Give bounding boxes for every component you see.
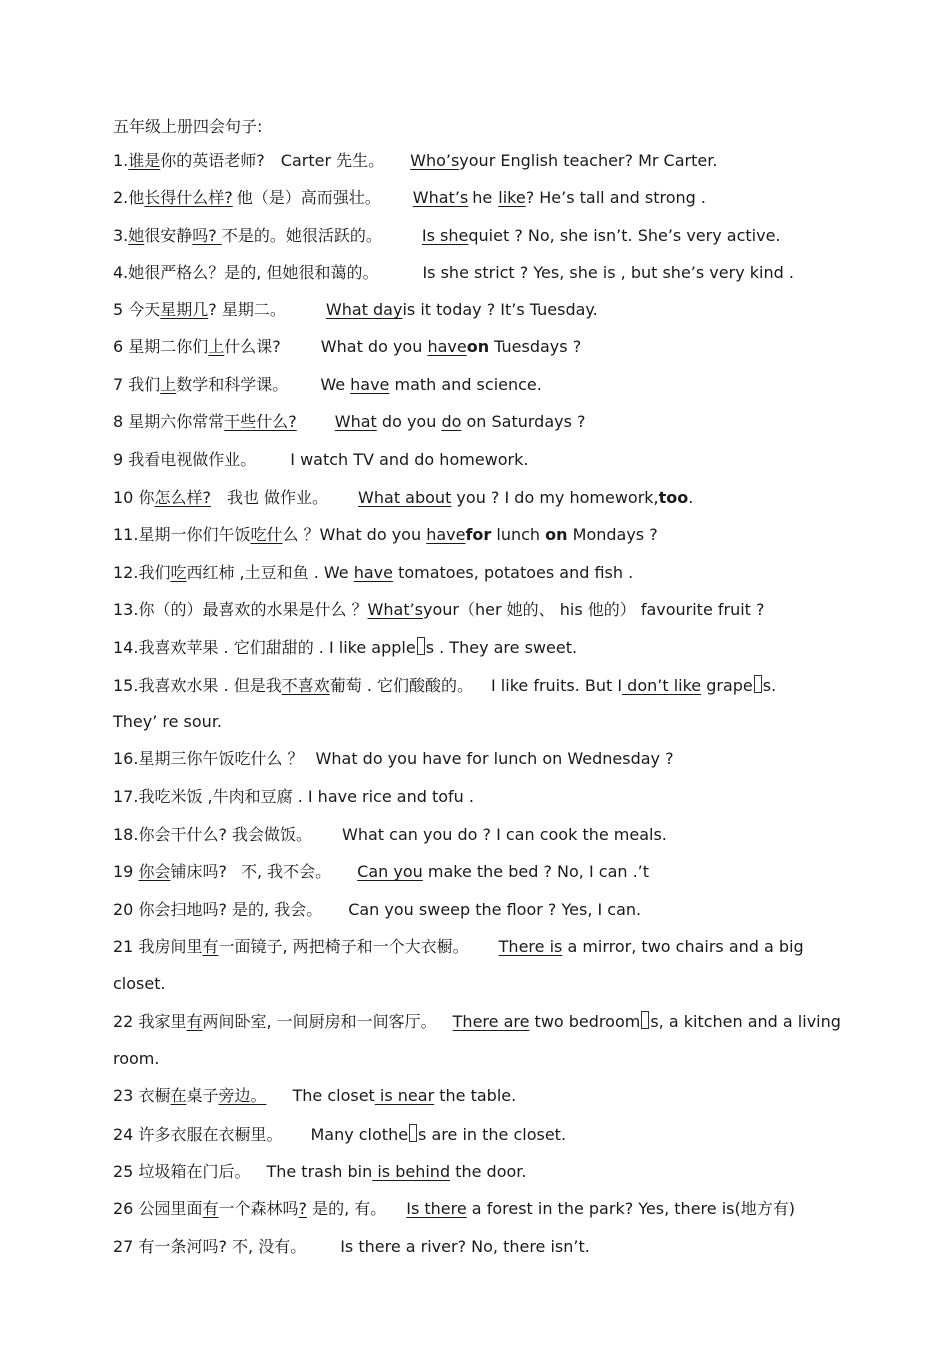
- sentence-13: 13.你（的）最喜欢的水果是什么 ？What’syour（her 她的、 his 他的） favourite fruit ?: [113, 600, 765, 619]
- sentence-21: 21 我房间里有一面镜子, 两把椅子和一个大衣橱。 There is a mirror, two chairs and a big: [113, 937, 804, 956]
- sentence-23: 23 衣橱在桌子旁边。 The closet is near the table.: [113, 1086, 517, 1105]
- sentence-12: 12.我们吃西红柿 ,土豆和鱼 . We have tomatoes, potatoes and fish .: [113, 563, 634, 582]
- sentence-22: 22 我家里有两间卧室, 一间厨房和一间客厅。 There are two bedroom s, a kitchen and a living: [113, 1012, 841, 1031]
- sentence-9: 9 我看电视做作业。 I watch TV and do homework.: [113, 450, 529, 469]
- sentence-11: 11.星期一你们午饭吃什么 ？What do you havefor lunch on Mondays ?: [113, 525, 658, 544]
- sentence-15: 15.我喜欢水果 . 但是我不喜欢葡萄 . 它们酸酸的。 I like fruits. But I don’t like grape s.: [113, 676, 777, 695]
- sentence-24: 24 许多衣服在衣橱里。 Many clothe s are in the closet.: [113, 1125, 567, 1144]
- sentence-20: 20 你会扫地吗? 是的, 我会。 Can you sweep the floor ? Yes, I can.: [113, 900, 642, 919]
- sentence-2: 2.他长得什么样? 他（是）高而强壮。 What’s he like? He’s tall and strong .: [113, 188, 706, 207]
- highlight-mark: [409, 1124, 417, 1142]
- sentence-8: 8 星期六你常常干些什么? What do you do on Saturdays ?: [113, 412, 586, 431]
- sentence-21-continued: closet.: [113, 974, 166, 993]
- highlight-mark: [641, 1011, 649, 1029]
- sentence-17: 17.我吃米饭 ,牛肉和豆腐 . I have rice and tofu .: [113, 787, 474, 806]
- sentence-5: 5 今天星期几? 星期二。 What dayis it today ? It’s Tuesday.: [113, 300, 598, 319]
- sentence-22-continued: room.: [113, 1049, 160, 1068]
- highlight-mark: [417, 637, 425, 655]
- sentence-26: 26 公园里面有一个森林吗? 是的, 有。 Is there a forest in the park? Yes, there is(地方有): [113, 1199, 795, 1218]
- sentence-19: 19 你会铺床吗? 不, 我不会。 Can you make the bed ? No, I can .’t: [113, 862, 650, 881]
- sentence-14: 14.我喜欢苹果 . 它们甜甜的 . I like apple s . They are sweet.: [113, 638, 578, 657]
- sentence-10: 10 你怎么样? 我也 做作业。 What about you ? I do my homework,too.: [113, 488, 694, 507]
- sentence-7: 7 我们上数学和科学课。 We have math and science.: [113, 375, 542, 394]
- sentence-4: 4.她很严格么？是的, 但她很和蔼的。 Is she strict ? Yes, she is , but she’s very kind .: [113, 263, 794, 282]
- sentence-15-continued: They’ re sour.: [113, 712, 223, 731]
- sentence-25: 25 垃圾箱在门后。 The trash bin is behind the door.: [113, 1162, 527, 1181]
- sentence-18: 18.你会干什么? 我会做饭。 What can you do ? I can cook the meals.: [113, 825, 667, 844]
- highlight-mark: [754, 675, 762, 693]
- sentence-3: 3.她很安静吗? 不是的。她很活跃的。 Is shequiet ? No, she isn’t. She’s very active.: [113, 226, 781, 245]
- document-title: 五年级上册四会句子:: [113, 117, 263, 136]
- sentence-16: 16.星期三你午饭吃什么 ？ What do you have for lunch on Wednesday ?: [113, 749, 674, 768]
- sentence-6: 6 星期二你们上什么课? What do you haveon Tuesdays ?: [113, 337, 582, 356]
- sentence-1: 1.谁是你的英语老师? Carter 先生。 Who’syour English teacher? Mr Carter.: [113, 151, 718, 170]
- sentence-27: 27 有一条河吗? 不, 没有。 Is there a river? No, there isn’t.: [113, 1237, 590, 1256]
